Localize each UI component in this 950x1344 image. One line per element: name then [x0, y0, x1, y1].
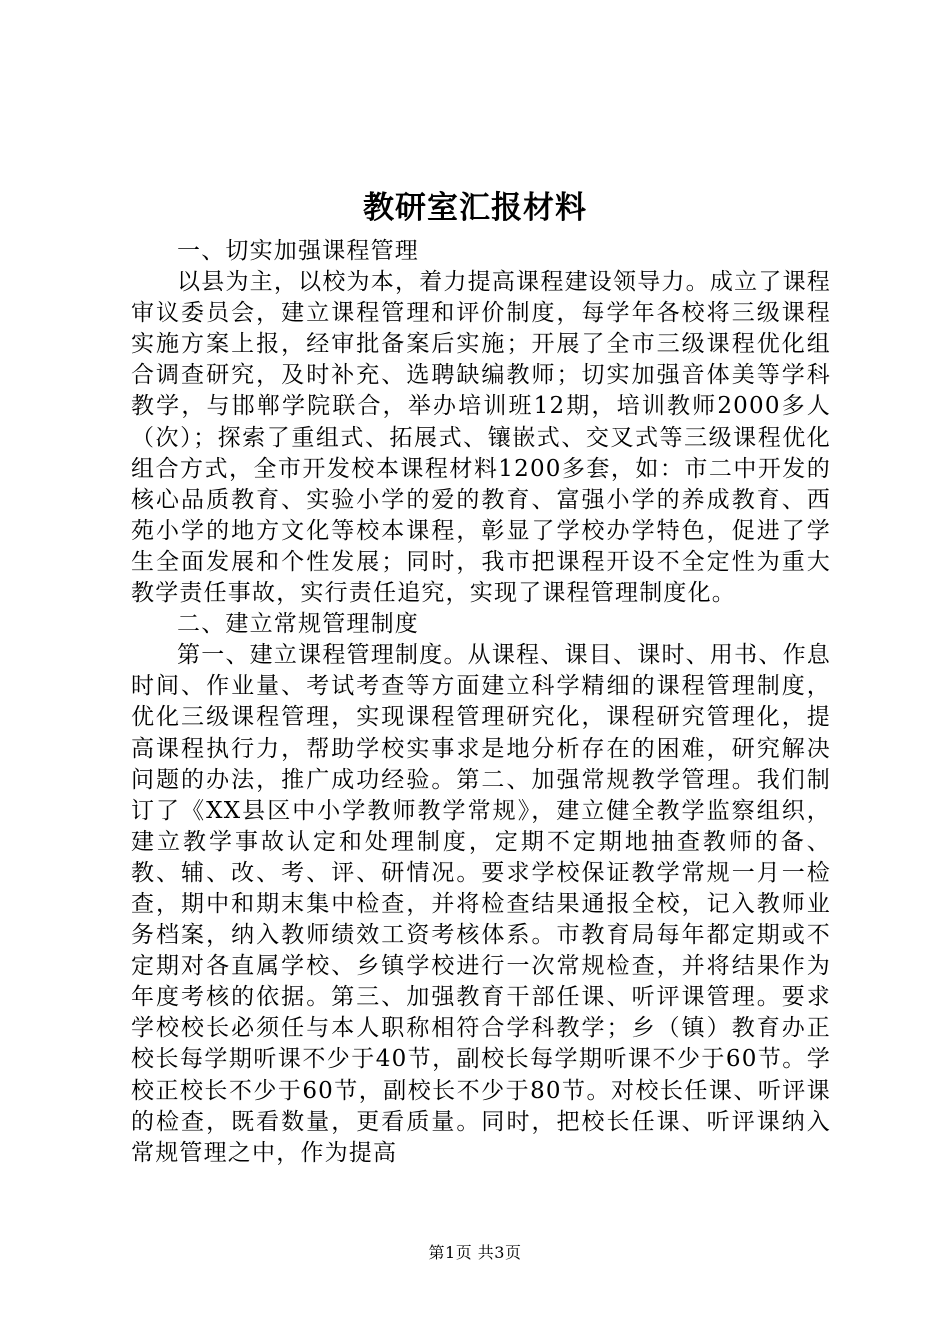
document-title: 教研室汇报材料: [363, 190, 587, 226]
section-heading-1: 一、切实加强课程管理: [177, 238, 419, 264]
document-body: [131, 236, 831, 1169]
section-paragraph-2: 第一、建立课程管理制度。从课程、课目、课时、用书、作息时间、作业量、考试考查等方面建立科学精细的课程管理制度，优化三级课程管理，实现课程管理研究化，课程研究管理化，提高课程执行力，帮助学校实事求是地分析存在的困难，研究解决问题的办法，推广成功经验。第二、加强常规教学管理。我们制订了《XX县区中小学教师教学常规》，建立健全教学监察组织，建立教学事故认定和处理制度，定期不定期地抽查教师的备、教、辅、改、考、评、研情况。要求学校保证教学常规一月一检查，期中和期末集中检查，并将检查结果通报全校，记入教师业务档案，纳入教师绩效工资考核体系。市教育局每年都定期或不定期对各直属学校、乡镇学校进行一次常规检查，并将结果作为年度考核的依据。第三、加强教育干部任课、听评课管理。要求学校校长必须任与本人职称相符合学科教学；乡（镇）教育办正校长每学期听课不少于40节，副校长每学期听课不少于60节。学校正校长不少于60节，副校长不少于80节。对校长任课、听评课的检查，既看数量，更看质量。同时，把校长任课、听评课纳入常规管理之中，作为提高: [131, 642, 831, 1166]
page-footer: 第1页 共3页: [428, 1243, 522, 1262]
section-paragraph-1: 以县为主，以校为本，着力提高课程建设领导力。成立了课程审议委员会，建立课程管理和评价制度，每学年各校将三级课程实施方案上报，经审批备案后实施；开展了全市三级课程优化组合调查研究，及时补充、选聘缺编教师；切实加强音体美等学科教学，与邯郸学院联合，举办培训班12期，培训教师2000多人（次）；探索了重组式、拓展式、镶嵌式、交叉式等三级课程优化组合方式，全市开发校本课程材料1200多套，如：市二中开发的核心品质教育、实验小学的爱的教育、富强小学的养成教育、西苑小学的地方文化等校本课程，彰显了学校办学特色，促进了学生全面发展和个性发展；同时，我市把课程开设不全定性为重大教学责任事故，实行责任追究，实现了课程管理制度化。: [131, 269, 831, 607]
section-heading-2: 二、建立常规管理制度: [177, 611, 419, 638]
